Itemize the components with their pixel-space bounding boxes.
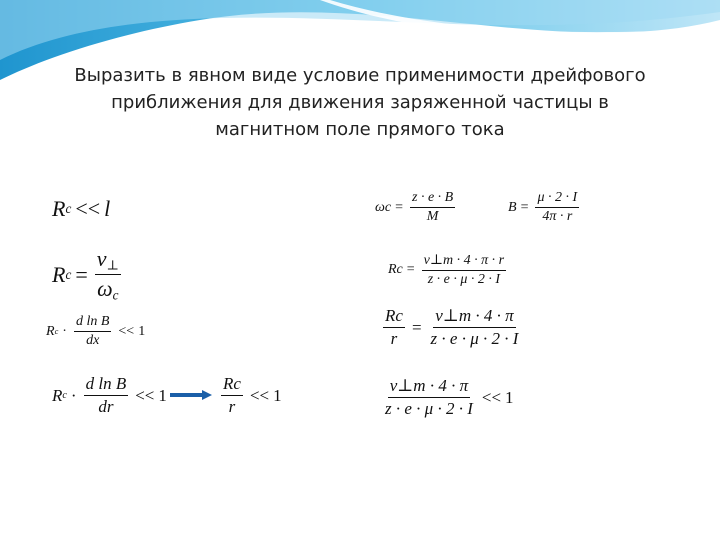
formula-rc-definition: R c = $\frac{v_\perp}{\omega_c}$ — [52, 246, 119, 303]
formula-cyclotron-frequency: ωc = $\frac{z \cdot e \cdot B}{M}$ — [375, 190, 454, 224]
formula-rc-over-r-expression: $\frac{Rc}{r}$ = $\frac{v\perp m \cdot 4 \cdot \pi}{z \cdot e \cdot \mu \cdot 2 \cdot I}$ — [385, 306, 519, 348]
formula-magnetic-field-straight-current: B = $\frac{\mu \cdot 2 \cdot I}{4\pi \cdot r}$ — [508, 190, 578, 224]
title-line-2: приближения для движения заряженной частицы в — [111, 92, 609, 113]
formula-gradient-condition-r: R c · $\frac{\text{d ln B}}{dr}$ << 1 — [52, 374, 167, 416]
title-line-1: Выразить в явном виде условие применимости дрейфового — [74, 65, 646, 86]
formula-rc-less-l: R c << l — [52, 196, 111, 221]
title-line-3: магнитном поле прямого тока — [215, 119, 505, 140]
formula-rc-expression: Rc = $\frac{v\perp m \cdot 4 \cdot \pi \cdot r}{z \cdot e \cdot \mu \cdot 2 \cdot I}$ — [388, 253, 505, 287]
formula-rc-over-r-condition: $\frac{Rc}{r}$ << 1 — [223, 374, 282, 416]
formula-gradient-condition-x: R c · $\frac{\text{d ln B}}{dx}$ << 1 — [46, 314, 146, 348]
slide-title — [40, 62, 680, 143]
formula-final-drift-condition: $\frac{v\perp m \cdot 4 \cdot \pi}{z \cdot e \cdot \mu \cdot 2 \cdot I}$ << 1 — [385, 376, 514, 418]
right-arrow-icon — [170, 390, 212, 400]
